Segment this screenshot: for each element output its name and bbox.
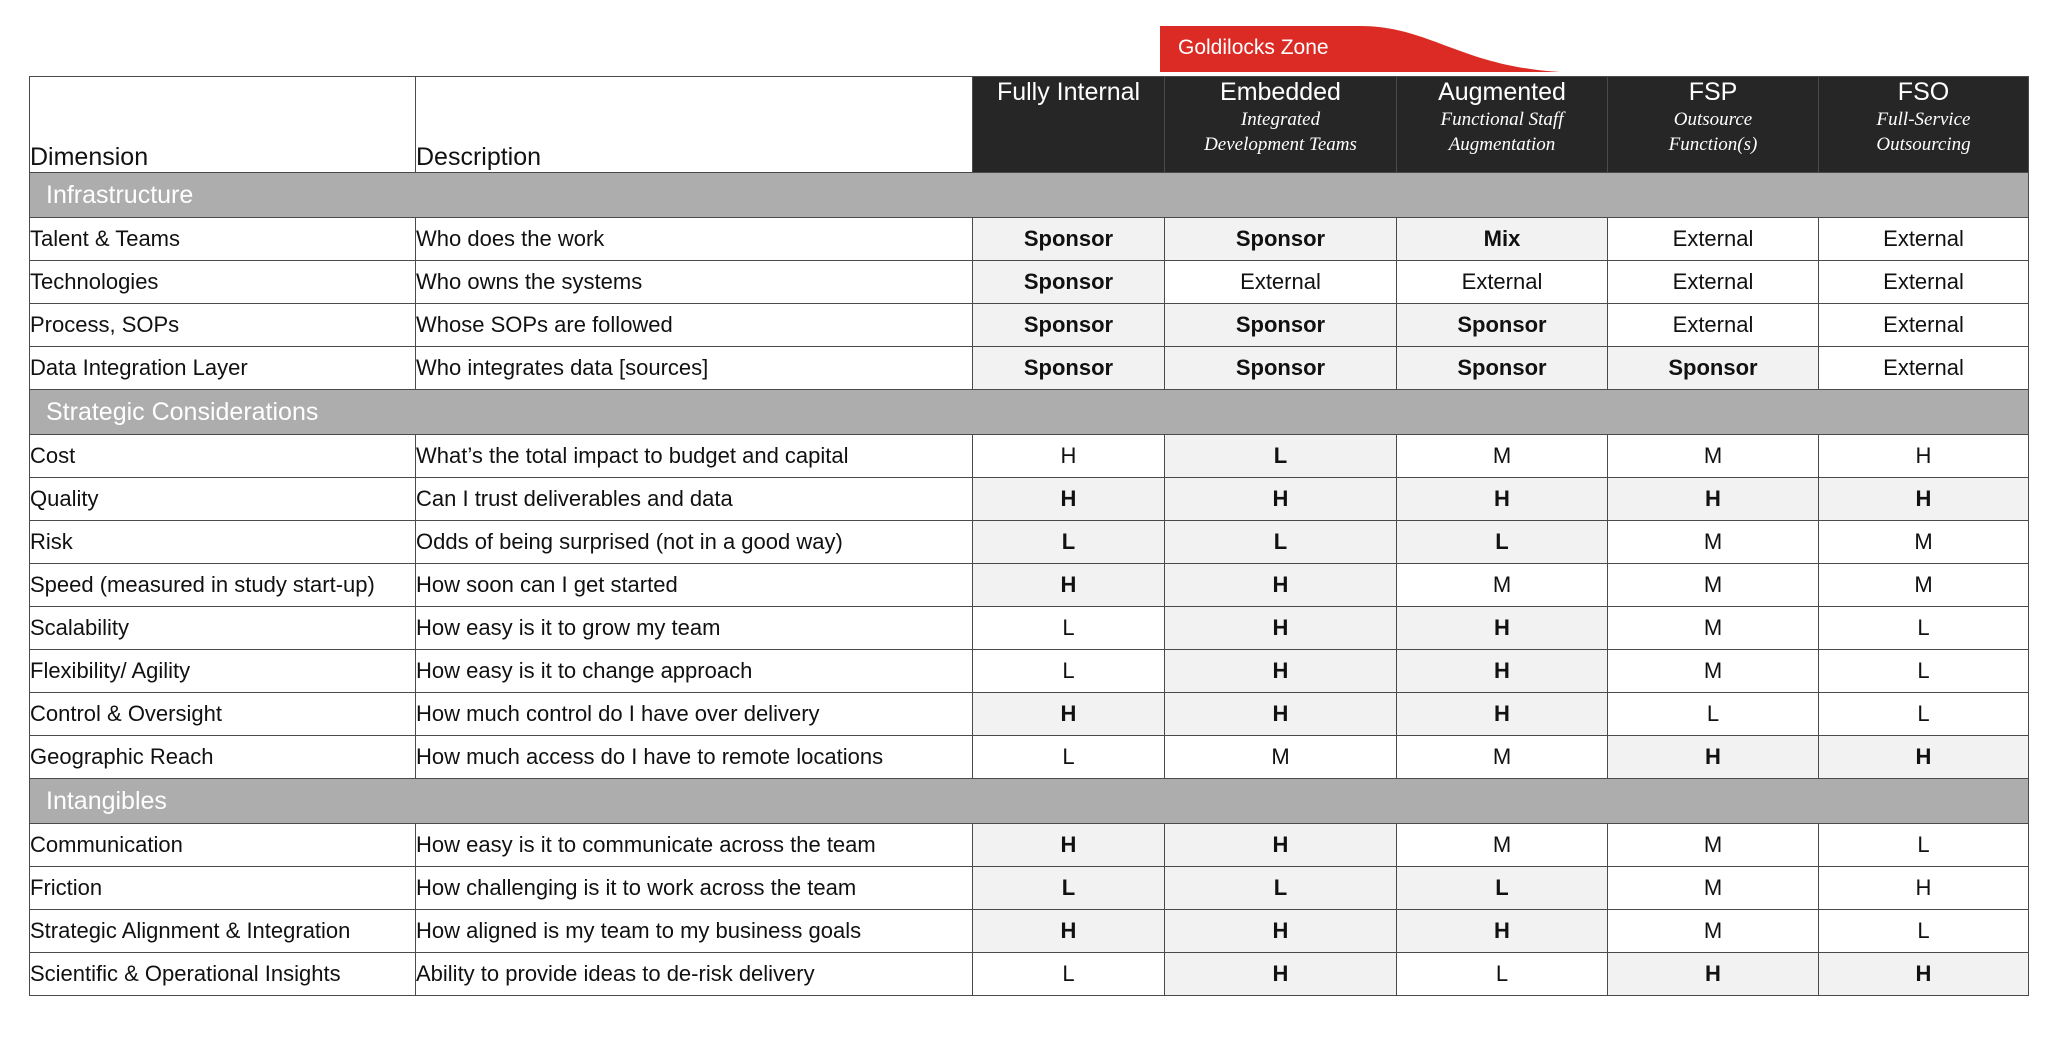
rating-cell: L: [1819, 693, 2029, 736]
rating-cell: M: [1819, 521, 2029, 564]
table-row: [30, 736, 2029, 779]
model-name: Augmented: [1438, 78, 1566, 106]
rating-cell: M: [1608, 521, 1819, 564]
model-name: Embedded: [1220, 78, 1341, 106]
description-cell: What’s the total impact to budget and capital: [416, 435, 973, 478]
goldilocks-zone-banner: [1160, 26, 1560, 72]
model-header-fso: [1819, 77, 2029, 173]
rating-cell: L: [973, 867, 1165, 910]
description-cell: How soon can I get started: [416, 564, 973, 607]
rating-cell: L: [1819, 910, 2029, 953]
model-header-fully-internal: [973, 77, 1165, 173]
rating-cell: H: [973, 564, 1165, 607]
table-row: [30, 347, 2029, 390]
table-row: [30, 867, 2029, 910]
rating-cell: H: [1165, 824, 1397, 867]
model-subtitle: Outsource: [1673, 109, 1753, 130]
table-row: [30, 910, 2029, 953]
dimension-cell: Communication: [30, 824, 416, 867]
rating-cell: Sponsor: [973, 304, 1165, 347]
table-row: [30, 607, 2029, 650]
table-row: [30, 478, 2029, 521]
rating-cell: M: [1397, 564, 1608, 607]
rating-cell: Sponsor: [1397, 304, 1608, 347]
section-row: [30, 779, 2029, 824]
rating-cell: External: [1819, 261, 2029, 304]
description-cell: Odds of being surprised (not in a good way): [416, 521, 973, 564]
rating-cell: M: [1608, 650, 1819, 693]
rating-cell: M: [1608, 867, 1819, 910]
rating-cell: M: [1608, 824, 1819, 867]
rating-cell: M: [1608, 607, 1819, 650]
dimension-cell: Data Integration Layer: [30, 347, 416, 390]
rating-cell: M: [1819, 564, 2029, 607]
rating-cell: H: [1819, 478, 2029, 521]
goldilocks-zone-label: Goldilocks Zone: [1178, 36, 1329, 59]
dimension-cell: Scientific & Operational Insights: [30, 953, 416, 996]
model-name: FSP: [1688, 78, 1738, 106]
rating-cell: L: [1819, 824, 2029, 867]
rating-cell: H: [1819, 736, 2029, 779]
rating-cell: M: [1608, 564, 1819, 607]
rating-cell: External: [1608, 261, 1819, 304]
description-cell: Who integrates data [sources]: [416, 347, 973, 390]
dimension-cell: Geographic Reach: [30, 736, 416, 779]
rating-cell: H: [1819, 867, 2029, 910]
model-subtitle: Functional Staff: [1440, 109, 1564, 130]
description-cell: Whose SOPs are followed: [416, 304, 973, 347]
rating-cell: H: [973, 435, 1165, 478]
rating-cell: L: [1165, 521, 1397, 564]
rating-cell: External: [1819, 218, 2029, 261]
rating-cell: L: [1397, 867, 1608, 910]
rating-cell: Sponsor: [1165, 218, 1397, 261]
rating-cell: Sponsor: [1165, 304, 1397, 347]
description-cell: How challenging is it to work across the team: [416, 867, 973, 910]
matrix-body: [30, 173, 2029, 996]
description-header: Description: [416, 77, 973, 173]
rating-cell: M: [1608, 435, 1819, 478]
rating-cell: H: [1608, 478, 1819, 521]
table-row: [30, 521, 2029, 564]
dimension-cell: Talent & Teams: [30, 218, 416, 261]
table-row: [30, 824, 2029, 867]
rating-cell: L: [973, 607, 1165, 650]
model-subtitle: Full-Service: [1876, 109, 1971, 130]
table-row: [30, 564, 2029, 607]
rating-cell: L: [1819, 650, 2029, 693]
rating-cell: M: [1397, 736, 1608, 779]
rating-cell: H: [1608, 953, 1819, 996]
rating-cell: H: [973, 910, 1165, 953]
dimension-cell: Risk: [30, 521, 416, 564]
model-header-augmented: [1397, 77, 1608, 173]
description-cell: How easy is it to grow my team: [416, 607, 973, 650]
dimension-cell: Control & Oversight: [30, 693, 416, 736]
rating-cell: H: [1165, 564, 1397, 607]
model-subtitle: Outsourcing: [1876, 134, 1971, 155]
dimension-cell: Flexibility/ Agility: [30, 650, 416, 693]
rating-cell: L: [1397, 521, 1608, 564]
rating-cell: Mix: [1397, 218, 1608, 261]
model-header-fsp: [1608, 77, 1819, 173]
model-subtitle: Function(s): [1668, 134, 1758, 155]
rating-cell: Sponsor: [973, 347, 1165, 390]
rating-cell: L: [973, 650, 1165, 693]
table-row: [30, 435, 2029, 478]
rating-cell: H: [1165, 693, 1397, 736]
rating-cell: External: [1819, 347, 2029, 390]
rating-cell: H: [1397, 910, 1608, 953]
rating-cell: H: [1397, 478, 1608, 521]
rating-cell: L: [973, 953, 1165, 996]
rating-cell: External: [1397, 261, 1608, 304]
rating-cell: L: [973, 521, 1165, 564]
rating-cell: M: [1165, 736, 1397, 779]
model-subtitle: Development Teams: [1204, 134, 1357, 155]
model-header-embedded: [1165, 77, 1397, 173]
description-cell: How aligned is my team to my business goals: [416, 910, 973, 953]
table-row: [30, 304, 2029, 347]
table-row: [30, 693, 2029, 736]
model-name: FSO: [1897, 78, 1950, 106]
rating-cell: External: [1165, 261, 1397, 304]
rating-cell: H: [1819, 435, 2029, 478]
rating-cell: L: [1608, 693, 1819, 736]
table-row: [30, 218, 2029, 261]
description-cell: How much access do I have to remote locations: [416, 736, 973, 779]
rating-cell: H: [1165, 953, 1397, 996]
model-name: Fully Internal: [996, 78, 1141, 106]
rating-cell: H: [1165, 478, 1397, 521]
table-row: [30, 953, 2029, 996]
rating-cell: H: [973, 693, 1165, 736]
rating-cell: L: [1397, 953, 1608, 996]
description-cell: How easy is it to change approach: [416, 650, 973, 693]
operating-model-matrix: [29, 76, 2029, 996]
dimension-cell: Friction: [30, 867, 416, 910]
dimension-cell: Technologies: [30, 261, 416, 304]
rating-cell: H: [1397, 693, 1608, 736]
model-subtitle: Augmentation: [1448, 134, 1556, 155]
dimension-cell: Process, SOPs: [30, 304, 416, 347]
rating-cell: Sponsor: [973, 218, 1165, 261]
section-row: [30, 173, 2029, 218]
dimension-cell: Quality: [30, 478, 416, 521]
rating-cell: M: [1397, 435, 1608, 478]
rating-cell: L: [973, 736, 1165, 779]
rating-cell: Sponsor: [1397, 347, 1608, 390]
rating-cell: H: [1165, 650, 1397, 693]
rating-cell: Sponsor: [1608, 347, 1819, 390]
section-title: Strategic Considerations: [30, 390, 2029, 435]
rating-cell: L: [1165, 867, 1397, 910]
dimension-cell: Cost: [30, 435, 416, 478]
model-subtitle: Integrated: [1240, 109, 1321, 130]
rating-cell: L: [1165, 435, 1397, 478]
description-cell: Can I trust deliverables and data: [416, 478, 973, 521]
description-cell: How easy is it to communicate across the team: [416, 824, 973, 867]
section-title: Infrastructure: [30, 173, 2029, 218]
rating-cell: External: [1608, 218, 1819, 261]
dimension-cell: Strategic Alignment & Integration: [30, 910, 416, 953]
description-cell: Who does the work: [416, 218, 973, 261]
rating-cell: H: [1397, 607, 1608, 650]
rating-cell: H: [973, 824, 1165, 867]
rating-cell: H: [1165, 910, 1397, 953]
section-title: Intangibles: [30, 779, 2029, 824]
rating-cell: H: [1397, 650, 1608, 693]
description-cell: Ability to provide ideas to de-risk delivery: [416, 953, 973, 996]
table-row: [30, 650, 2029, 693]
rating-cell: External: [1819, 304, 2029, 347]
rating-cell: H: [1819, 953, 2029, 996]
description-cell: Who owns the systems: [416, 261, 973, 304]
rating-cell: Sponsor: [973, 261, 1165, 304]
rating-cell: M: [1397, 824, 1608, 867]
header-row: [30, 77, 2029, 173]
description-cell: How much control do I have over delivery: [416, 693, 973, 736]
rating-cell: External: [1608, 304, 1819, 347]
rating-cell: L: [1819, 607, 2029, 650]
rating-cell: M: [1608, 910, 1819, 953]
rating-cell: H: [973, 478, 1165, 521]
dimension-cell: Speed (measured in study start-up): [30, 564, 416, 607]
table-row: [30, 261, 2029, 304]
rating-cell: H: [1165, 607, 1397, 650]
dimension-cell: Scalability: [30, 607, 416, 650]
rating-cell: H: [1608, 736, 1819, 779]
dimension-header: Dimension: [30, 77, 416, 173]
section-row: [30, 390, 2029, 435]
rating-cell: Sponsor: [1165, 347, 1397, 390]
